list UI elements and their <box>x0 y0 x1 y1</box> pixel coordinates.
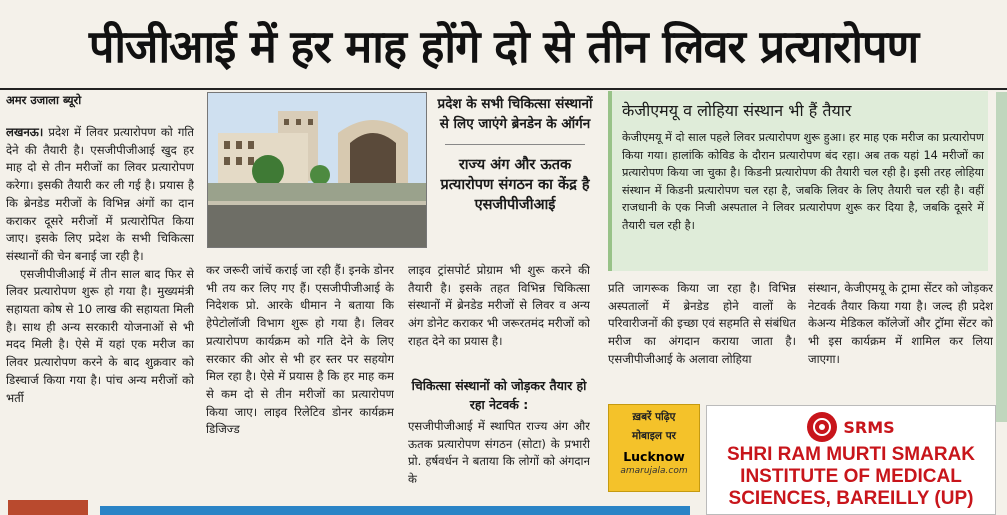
ad-brand: SRMS <box>843 417 895 437</box>
promo-line-2: मोबाइल पर <box>632 430 676 442</box>
article-column-4: प्रति जागरूक किया जा रहा है। विभिन्न अस्पतालों में ब्रेनडेड होने वालों के परिवारीजनों की इच्छा एवं सहमति से संबंधित मरीज का अंगदान कराया जाता है। एसजीपीजीआई के अलावा लोहिया <box>608 281 796 366</box>
adjacent-page-edge <box>996 92 1007 422</box>
ad-line-2: INSTITUTE OF MEDICAL <box>740 466 962 487</box>
section-subheading: चिकित्सा संस्थानों को जोड़कर तैयार हो रहा नेटवर्क : <box>411 378 587 412</box>
ad-logo-row <box>707 410 995 444</box>
article-column-1 <box>6 124 194 499</box>
article-column-5: संस्थान, केजीएमयू के ट्रामा सेंटर को जोड़कर नेटवर्क तैयार किया गया है। जल्द ही प्रदेश केअन्य मेडिकल कॉलेजों और ट्रॉमा सेंटर को भी इस कार्यक्रम में शामिल कर लिया जाएगा। <box>808 281 993 366</box>
highlight-quote-2: राज्य अंग और ऊतक प्रत्यारोपण संगठन का केंद्र है एसजीपीजीआई <box>440 157 590 213</box>
promo-city: Lucknow <box>623 449 685 464</box>
col1-para-1 <box>6 124 194 266</box>
hospital-building-illustration <box>208 93 427 248</box>
srms-advertisement[interactable] <box>706 405 996 515</box>
srms-emblem-icon <box>807 412 837 442</box>
byline: अमर उजाला ब्यूरो <box>6 93 82 107</box>
article-column-3: लाइव ट्रांसपोर्ट प्रोग्राम भी शुरू करने की तैयारी है। इसके तहत विभिन्न चिकित्सा संस्थानों में ब्रेनडेड मरीजों से लिवर व अन्य अंग डोनेट कराकर भी जरूरतमंद मरीजों को राहत देने का प्रयास है। <box>408 263 590 348</box>
col1-text-1: प्रदेश में लिवर प्रत्यारोपण को गति देने की तैयारी है। एसजीपीजीआई खुद हर माह दो से तीन मरीजों का लिवर प्रत्यारोपण करेगा। इसकी तैयारी कर ली गई है। प्रयास है कि ब्रेनडेड मरीजों के विभिन्न अंगों का दान कराकर दूसरे मरीजों में प्रत्यारोपित किया जाए। इसके लिए प्रदेश के सभी चिकित्सा संस्थानों की चेन बनाई जा रही है। <box>6 125 194 263</box>
dateline: लखनऊ। <box>6 125 44 139</box>
headline-rule <box>0 88 1007 90</box>
kgmu-info-box <box>608 91 988 271</box>
ad-line-3: SCIENCES, BAREILLY (UP) <box>728 488 974 509</box>
highlight-quote-1: प्रदेश के सभी चिकित्सा संस्थानों से लिए जाएंगे ब्रेनडेन के ऑर्गन <box>437 96 593 132</box>
promo-site: amarujala.com <box>620 466 688 476</box>
ad-line-1: SHRI RAM MURTI SMARAK <box>726 444 976 465</box>
quote-divider <box>445 144 585 145</box>
hospital-photo <box>207 92 427 248</box>
col1-para-2: एसजीपीजीआई में तीन साल बाद फिर से लिवर प्रत्यारोपण शुरू हो गया है। मुख्यमंत्री सहायता कोष से 10 लाख की सहायता मिली है। साथ ही अन्य सरकारी योजनाओं से भी मदद मिली है। ऐसे में यहां एक मरीज का लिवर प्रत्यारोपण करने के बाद शुक्रवार को डिस्चार्ज किया गया है। पांच अन्य मरीजों को भर्ती <box>6 266 194 405</box>
article-column-3-continued: एसजीपीजीआई में स्थापित राज्य अंग और ऊतक प्रत्यारोपण संगठन (सोटा) के प्रभारी प्रो. हर्षवर्धन ने बताया कि लोगों को अंगदान के <box>408 419 590 487</box>
bottom-left-block <box>8 500 88 515</box>
highlight-quotes <box>434 92 596 252</box>
headline: पीजीआई में हर माह होंगे दो से तीन लिवर प्रत्यारोपण <box>88 20 919 73</box>
promo-line-1: ख़बरें पढ़िए <box>632 411 676 423</box>
mobile-promo-box <box>608 404 700 492</box>
article-column-2: कर जरूरी जांचें कराई जा रही हैं। इनके डोनर भी तय कर लिए गए हैं। एसजीपीजीआई के निदेशक प्रो. आरके धीमान ने बताया कि हेपेटोलॉजी विभाग शुरू हो गया है। लिवर प्रत्यारोपण कार्यक्रम को गति देने के लिए सरकार की ओर से भी हर स्तर पर सहयोग मिल रहा है। ऐसे में प्रयास है कि हर माह कम से कम दो से तीन मरीजों का प्रत्यारोपण किया जाए। लाइव रिलेटिव डोनर कार्यक्रम डिजिज्ड <box>206 263 394 437</box>
info-box-title: केजीएमयू व लोहिया संस्थान भी हैं तैयार <box>622 101 852 120</box>
bottom-ad-strip <box>100 506 690 515</box>
info-box-text: केजीएमयू में दो साल पहले लिवर प्रत्यारोपण शुरू हुआ। हर माह एक मरीज का प्रत्यारोपण किया गया। हालांकि कोविड के दौरान प्रत्यारोपण बंद रहा। अब तक यहां 14 मरीजों का प्रत्यारोपण किया जा चुका है। किडनी प्रत्यारोपण की तैयारी चल रही है। इसी तरह लोहिया संस्थान में किडनी प्रत्यारोपण चल रहा है, जबकि लिवर के लिए तैयारी चल रही है। वहीं राजधानी के एक निजी अस्पताल ने लिवर प्रत्यारोपण शुरू कर दिया है, जबकि दूसरे में तैयारी चल रही है। <box>622 131 984 232</box>
